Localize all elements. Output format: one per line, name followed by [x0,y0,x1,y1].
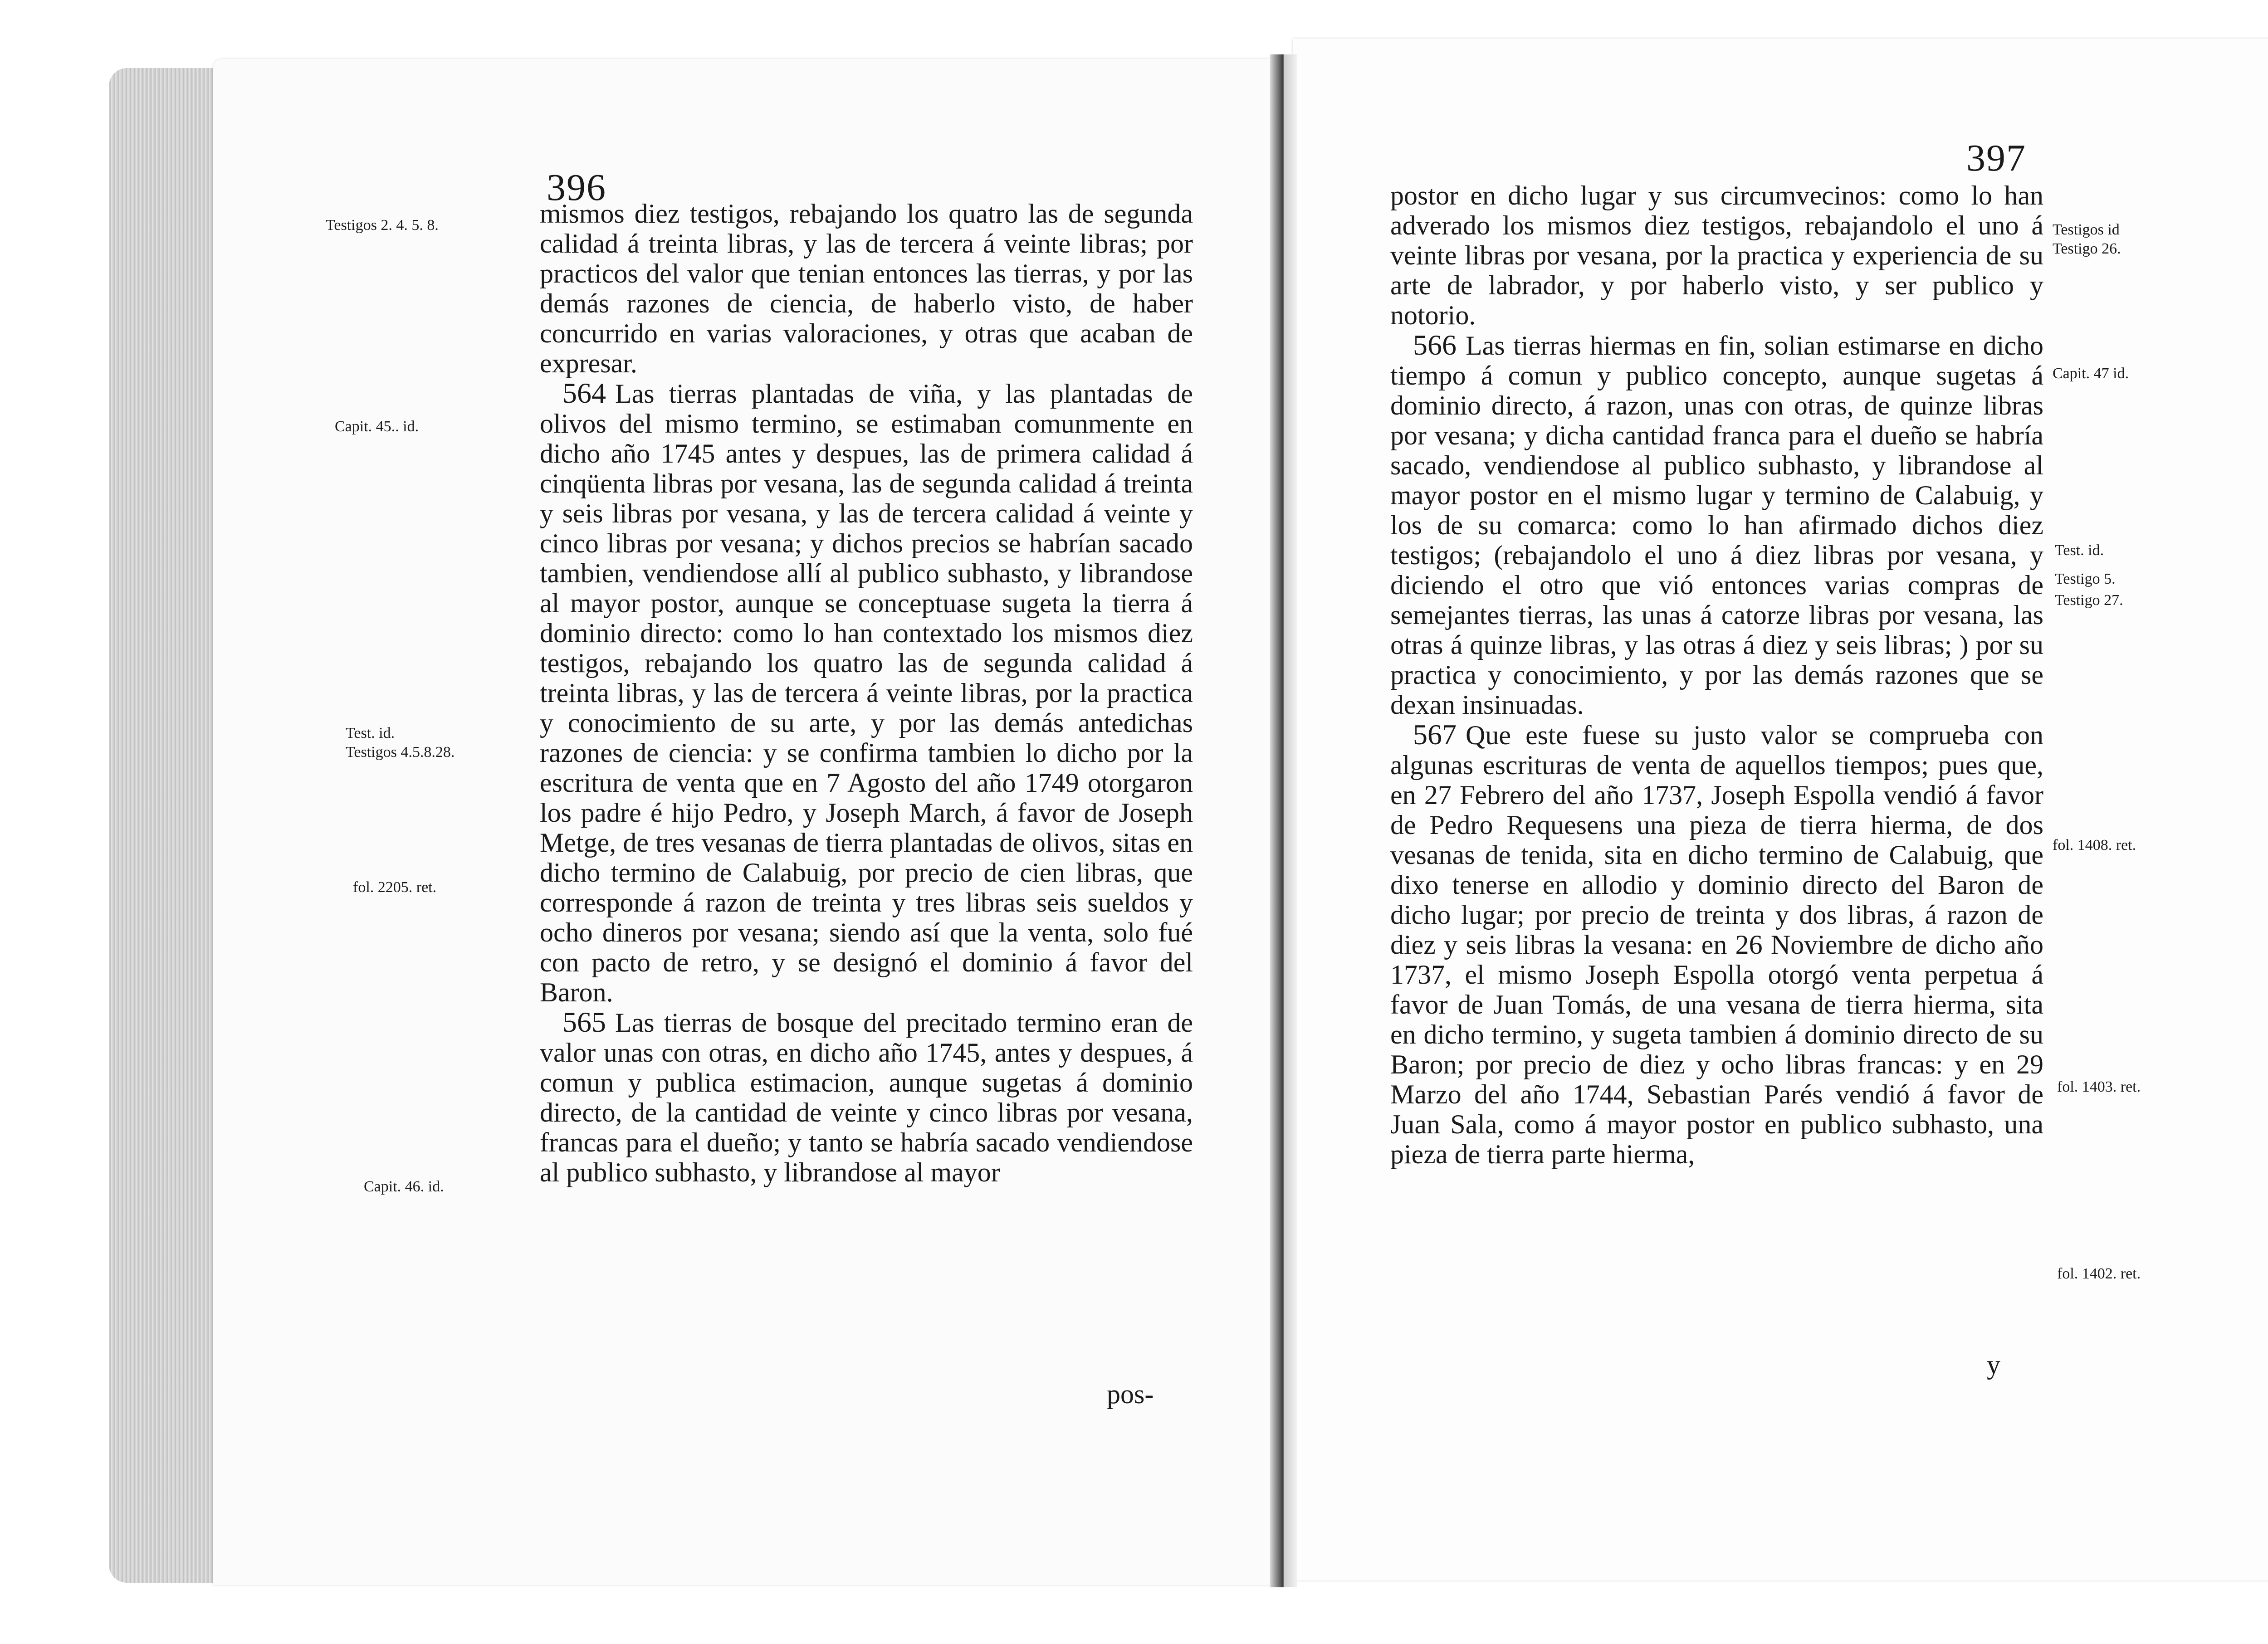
right-margin-note-7: fol. 1408. ret. [2053,837,2136,854]
left-margin-note-5: fol. 2205. ret. [353,879,437,896]
right-margin-note-6: Testigo 27. [2055,592,2123,609]
paragraph-number: 565 [562,1006,606,1038]
paragraph [1390,330,2043,720]
left-margin-note-4: Testigos 4.5.8.28. [346,744,455,761]
paragraph-number: 564 [562,377,606,409]
left-catchword: pos- [1107,1379,1154,1409]
right-page-number: 397 [1966,137,2026,179]
paragraph [540,199,1193,378]
left-margin-note-6: Capit. 46. id. [364,1178,444,1195]
paragraph-number: 567 [1413,718,1457,751]
paragraph-number: 566 [1413,329,1457,361]
left-margin-note-1: Testigos 2. 4. 5. 8. [326,217,439,234]
paragraph-text: Las tierras plantadas de viña, y las plantadas de olivos del mismo termino, se estimaban comunmente en dicho año 1745 antes y despues, las de primera calidad á cinqüenta libras por vesana, las de segunda calidad á treinta y seis libras por vesana, y las de tercera calidad á veinte y cinco libras por vesana; y dichos precios se habrían sacado tambien, vendiendose allí al publico subhasto, y librandose al mayor postor, aunque se conceptuase sugeta la tierra á dominio directo: como lo han contextado los mismos diez testigos, rebajando los quatro las de segunda calidad á treinta libras, y las de tercera á veinte libras, por la practica y conocimiento de su arte, y por las demás antedichas razones de ciencia: y se confirma tambien lo dicho por la escritura de venta que en 7 Agosto del año 1749 otorgaron los padre é hijo Pedro, y Joseph March, á favor de Joseph Metge, de tres vesanas de tierra plantadas de olivos, sitas en dicho termino de Calabuig, por precio de cien libras, que corresponde á razon de treinta y tres libras seis sueldos y ocho dineros por vesana; siendo así que la venta, solo fué con pacto de retro, y se designó el dominio á favor del Baron. [540,379,1193,1007]
right-margin-note-9: fol. 1402. ret. [2057,1265,2141,1282]
right-margin-note-3: Capit. 47 id. [2053,365,2129,382]
paragraph [540,378,1193,1007]
paragraph-text: Las tierras de bosque del precitado termino eran de valor unas con otras, en dicho año 1745, antes y despues, á comun y publica estimacion, aunque sugetas á dominio directo, de la cantidad de veinte y cinco libras por vesana, francas para el dueño; y tanto se habría sacado vendiendose al publico subhasto, y librandose al mayor [540,1008,1193,1187]
right-margin-note-2: Testigo 26. [2053,240,2121,257]
right-margin-note-8: fol. 1403. ret. [2057,1078,2141,1095]
paragraph [1390,180,2043,330]
paragraph-text: mismos diez testigos, rebajando los quatro las de segunda calidad á treinta libras, y las de tercera á veinte libras; por practicos del valor que tenian entonces las tierras, y por las demás razones de ciencia, de haberlo visto, de haber concurrido en varias valoraciones, y otras que acaban de expresar. [540,199,1193,378]
paragraph [540,1007,1193,1187]
right-page-body [1390,180,2043,1169]
paragraph-text: Que este fuese su justo valor se comprueba con algunas escrituras de venta de aquellos tiempos; pues que, en 27 Febrero del año 1737, Joseph Espolla vendió á favor de Pedro Requesens una pieza de tierra hierma, de dos vesanas de tenida, sita en dicho termino de Calabuig, que dixo tenerse en allodio y dominio directo del Baron de dicho lugar; por precio de treinta y dos libras, á razon de diez y seis libras la vesana: en 26 Noviembre de dicho año 1737, el mismo Joseph Espolla otorgó venta perpetua á favor de Juan Tomás, de una vesana de tierra hierma, sita en dicho termino, y sugeta tambien á dominio directo de su Baron; por precio de diez y ocho libras francas: y en 29 Marzo del año 1744, Sebastian Parés vendió á favor de Juan Sala, como á mayor postor en publico subhasto, una pieza de tierra parte hierma, [1390,720,2043,1169]
book-gutter [1270,54,1297,1587]
right-margin-note-1: Testigos id [2053,221,2120,238]
left-margin-note-3: Test. id. [346,725,395,742]
left-page-number: 396 [547,166,606,209]
left-margin-note-2: Capit. 45.. id. [335,418,419,435]
paragraph [1390,720,2043,1169]
left-page-body [540,199,1193,1187]
paragraph-text: Las tierras hiermas en fin, solian estimarse en dicho tiempo á comun y publico concepto, aunque sugetas á dominio directo, á razon, unas con otras, de quinze libras por vesana; y dicha cantidad franca para el dueño se habría sacado, vendiendose al publico subhasto, y librandose al mayor postor en el mismo lugar y termino de Calabuig, y los de su comarca: como lo han afirmado dichos diez testigos; (rebajandolo el uno á diez libras por vesana, y diciendo el otro que vió entonces varias compras de semejantes tierras, las unas á catorze libras por vesana, las otras á quinze libras, y las otras á diez y seis libras; ) por su practica y conocimiento, y por las demás razones que se dexan insinuadas. [1390,331,2043,720]
paragraph-text: postor en dicho lugar y sus circumvecinos: como lo han adverado los mismos diez testigos, rebajandolo el uno á veinte libras por vesana, por la practica y experiencia de su arte de labrador, y por haberlo visto, y ser publico y notorio. [1390,180,2043,330]
page-edges [109,68,213,1583]
right-catchword: y [1987,1350,2000,1380]
right-margin-note-4: Test. id. [2055,542,2104,559]
right-margin-note-5: Testigo 5. [2055,571,2116,587]
